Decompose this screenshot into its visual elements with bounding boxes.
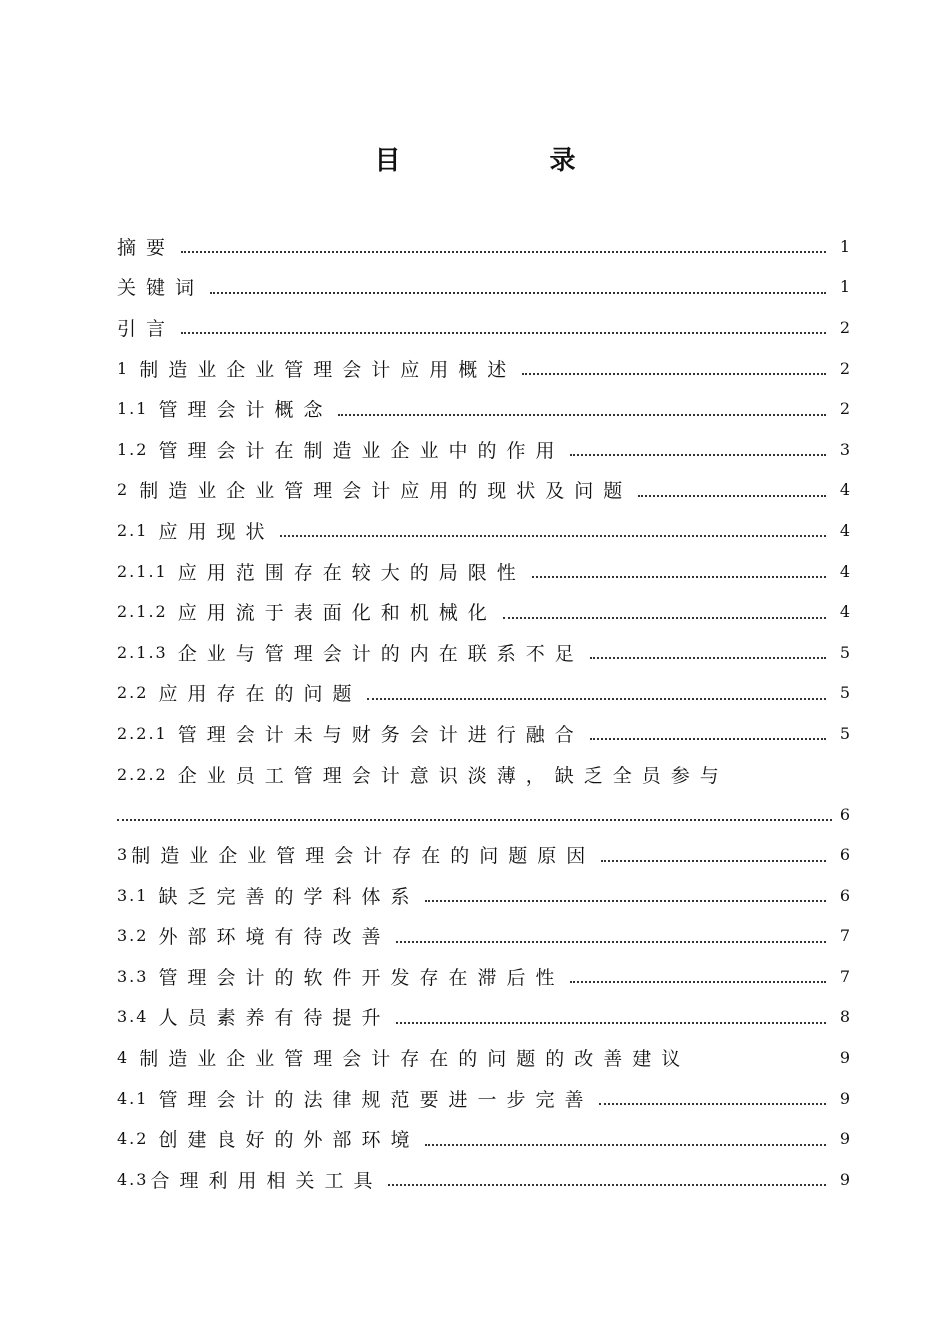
toc-entry-text: 管理会计概念 bbox=[158, 399, 333, 422]
toc-entry-text: 创建良好的外部环境 bbox=[158, 1129, 420, 1152]
toc-entry-text: 制造业企业管理会计存在的问题原因 bbox=[131, 845, 596, 868]
toc-entry-text: 关键词 bbox=[117, 277, 205, 300]
toc-entry-text: 管理会计的法律规范要进一步完善 bbox=[158, 1088, 594, 1111]
toc-entry-number: 2 bbox=[117, 480, 130, 500]
toc-entry-text: 外部环境有待改善 bbox=[158, 926, 391, 949]
toc-leader-dots bbox=[396, 1002, 826, 1024]
toc-leader-dots bbox=[280, 515, 826, 537]
toc-page-number: 4 bbox=[839, 520, 850, 540]
toc-page-number: 1 bbox=[839, 236, 850, 256]
toc-entry-number: 2.1.3 bbox=[117, 642, 168, 662]
toc-entry-number: 1.1 bbox=[117, 399, 149, 419]
toc-entry[interactable] bbox=[117, 1118, 850, 1159]
toc-entry-number: 4 bbox=[117, 1048, 130, 1068]
toc-page-number: 5 bbox=[839, 642, 850, 662]
toc-entry-text: 管理会计在制造业企业中的作用 bbox=[158, 439, 565, 462]
toc-entry-number: 4.1 bbox=[117, 1088, 149, 1108]
toc-entry-text: 管理会计未与财务会计进行融合 bbox=[177, 723, 584, 746]
toc-page-number: 1 bbox=[839, 277, 850, 297]
toc-entry-number: 3.4 bbox=[117, 1007, 149, 1027]
toc-page-number: 4 bbox=[839, 480, 850, 500]
toc-entry-text: 人员素养有待提升 bbox=[158, 1007, 391, 1030]
toc-entry-text: 制造业企业管理会计应用的现状及问题 bbox=[139, 480, 633, 503]
toc-leader-dots bbox=[181, 312, 826, 334]
toc-entry-number: 1.2 bbox=[117, 439, 149, 459]
toc-entry[interactable] bbox=[117, 875, 850, 916]
toc-entry[interactable] bbox=[117, 1159, 850, 1200]
toc-leader-dots bbox=[338, 394, 826, 416]
toc-entry-text: 企业员工管理会计意识淡薄，缺乏全员参与 bbox=[177, 764, 729, 787]
toc-leader-dots bbox=[367, 678, 826, 700]
toc-entry-wrapped[interactable] bbox=[117, 754, 850, 835]
toc-page-number: 6 bbox=[839, 804, 850, 824]
toc-entry-text: 制造业企业管理会计应用概述 bbox=[139, 358, 517, 381]
toc-entry-text: 合理利用相关工具 bbox=[150, 1169, 383, 1192]
toc-page-number: 4 bbox=[839, 561, 850, 581]
toc-entry-text: 应用现状 bbox=[158, 520, 275, 543]
toc-entry-number: 4.2 bbox=[117, 1129, 149, 1149]
toc-page-number: 6 bbox=[839, 845, 850, 865]
toc-leader-dots bbox=[570, 434, 826, 456]
toc-leader-dots bbox=[425, 880, 826, 902]
toc-entry[interactable] bbox=[117, 713, 850, 754]
toc-entry[interactable] bbox=[117, 956, 850, 997]
toc-leader-dots bbox=[570, 961, 826, 983]
toc-entry[interactable] bbox=[117, 429, 850, 470]
toc-page-number: 4 bbox=[839, 602, 850, 622]
toc-entry[interactable] bbox=[117, 267, 850, 308]
toc-entry-text: 应用流于表面化和机械化 bbox=[177, 602, 497, 625]
toc-leader-dots bbox=[532, 556, 826, 578]
toc-leader-dots bbox=[590, 637, 826, 659]
toc-leader-dots bbox=[601, 840, 826, 862]
toc-leader-dots bbox=[396, 921, 826, 943]
toc-entry-number: 2.1 bbox=[117, 520, 149, 540]
toc-leader-dots bbox=[210, 272, 826, 294]
toc-page-number: 9 bbox=[839, 1129, 850, 1149]
page-title: 目 录 bbox=[374, 146, 646, 176]
toc-leader-dots bbox=[388, 1164, 826, 1186]
toc-entry-text: 应用范围存在较大的局限性 bbox=[177, 561, 526, 584]
toc-leader-dots bbox=[503, 597, 826, 619]
toc-leader-dots bbox=[599, 1083, 826, 1105]
toc-entry-number: 2.2.2 bbox=[117, 764, 168, 784]
toc-entry[interactable] bbox=[117, 916, 850, 957]
toc-entry[interactable] bbox=[117, 307, 850, 348]
toc-leader-dots bbox=[425, 1124, 826, 1146]
toc-entry[interactable] bbox=[117, 997, 850, 1038]
toc-entry-number: 2.2 bbox=[117, 683, 149, 703]
toc-entry-text: 管理会计的软件开发存在滞后性 bbox=[158, 966, 565, 989]
toc-entry[interactable] bbox=[117, 348, 850, 389]
toc-entry[interactable] bbox=[117, 1078, 850, 1119]
toc-entry-number: 2.1.1 bbox=[117, 561, 168, 581]
toc-entry-number: 3.2 bbox=[117, 926, 149, 946]
table-of-contents bbox=[117, 226, 850, 1200]
toc-leader-dots bbox=[696, 1044, 826, 1064]
toc-entry-number: 1 bbox=[117, 358, 130, 378]
toc-page-number: 9 bbox=[839, 1088, 850, 1108]
toc-entry-number: 2.1.2 bbox=[117, 602, 168, 622]
toc-entry[interactable] bbox=[117, 591, 850, 632]
toc-entry[interactable] bbox=[117, 226, 850, 267]
toc-page-number: 5 bbox=[839, 683, 850, 703]
toc-entry[interactable] bbox=[117, 470, 850, 511]
toc-entry-number: 2.2.1 bbox=[117, 723, 168, 743]
toc-page-number: 9 bbox=[839, 1169, 850, 1189]
toc-entry-text: 引言 bbox=[117, 317, 176, 340]
toc-entry[interactable] bbox=[117, 673, 850, 714]
toc-leader-dots bbox=[117, 799, 832, 821]
toc-page-number: 7 bbox=[839, 926, 850, 946]
toc-entry-number: 3.3 bbox=[117, 966, 149, 986]
toc-page-number: 2 bbox=[839, 399, 850, 419]
toc-leader-dots bbox=[638, 475, 826, 497]
toc-page-number: 6 bbox=[839, 885, 850, 905]
toc-entry-number: 4.3 bbox=[117, 1169, 149, 1189]
toc-entry[interactable] bbox=[117, 1037, 850, 1078]
toc-entry[interactable] bbox=[117, 510, 850, 551]
toc-leader-dots bbox=[522, 353, 826, 375]
toc-entry-text: 摘要 bbox=[117, 236, 176, 259]
toc-leader-dots bbox=[181, 231, 826, 253]
toc-entry[interactable] bbox=[117, 632, 850, 673]
toc-entry[interactable] bbox=[117, 388, 850, 429]
toc-page-number: 9 bbox=[839, 1048, 850, 1068]
toc-page-number: 2 bbox=[839, 317, 850, 337]
toc-page-number: 7 bbox=[839, 966, 850, 986]
toc-entry-text: 企业与管理会计的内在联系不足 bbox=[177, 642, 584, 665]
toc-entry[interactable] bbox=[117, 551, 850, 592]
toc-entry-number: 3 bbox=[117, 845, 130, 865]
toc-page-number: 3 bbox=[839, 439, 850, 459]
toc-page-number: 2 bbox=[839, 358, 850, 378]
toc-entry[interactable] bbox=[117, 834, 850, 875]
toc-leader-dots bbox=[590, 718, 826, 740]
toc-entry-text: 应用存在的问题 bbox=[158, 683, 362, 706]
toc-page-number: 5 bbox=[839, 723, 850, 743]
toc-entry-number: 3.1 bbox=[117, 885, 149, 905]
toc-page-number: 8 bbox=[839, 1007, 850, 1027]
toc-entry-text: 缺乏完善的学科体系 bbox=[158, 885, 420, 908]
toc-entry-text: 制造业企业管理会计存在的问题的改善建议 bbox=[139, 1048, 691, 1071]
